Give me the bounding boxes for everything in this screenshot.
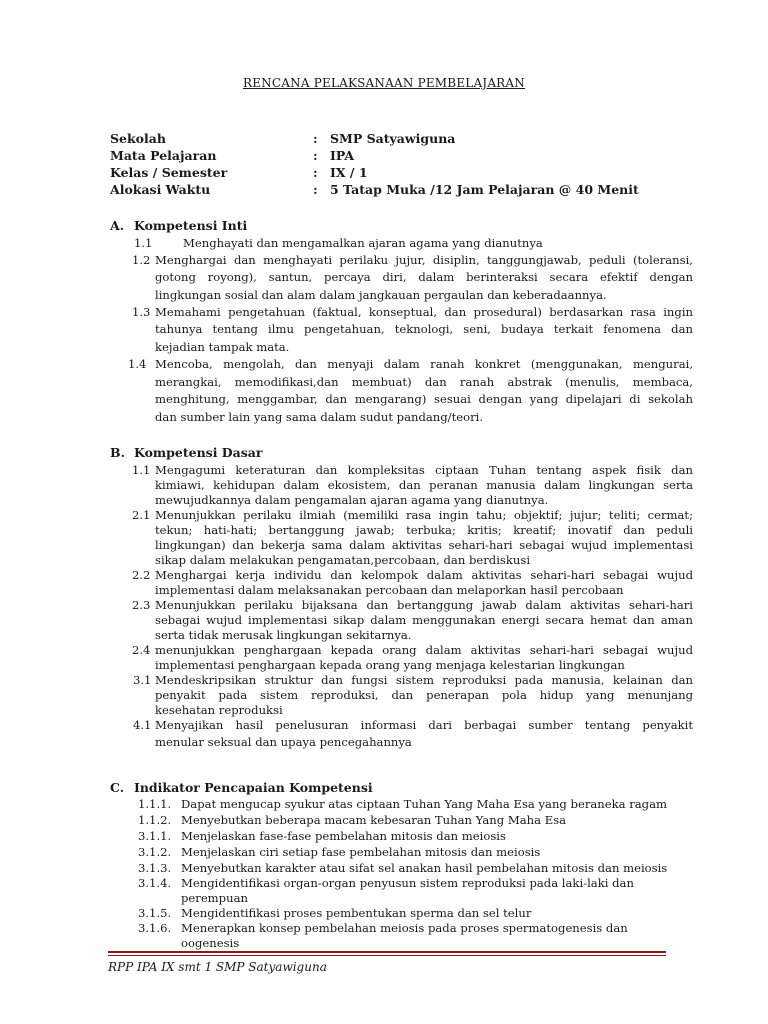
item-line: Memahami pengetahuan (faktual, konseptual, dan prosedural) berdasarkan rasa ingin <box>155 305 693 319</box>
item-number: 1.1.2. <box>138 813 172 827</box>
info-label-kelas: Kelas / Semester <box>110 165 228 180</box>
section-heading: Kompetensi Inti <box>134 218 248 233</box>
item-line: tahunya tentang ilmu pengetahuan, teknologi, seni, budaya terkait fenomena dan <box>155 322 693 336</box>
item-line: Mengidentifikasi organ-organ penyusun sistem reproduksi pada laki-laki dan <box>181 876 634 890</box>
item-line: Mencoba, mengolah, dan menyaji dalam ranah konkret (menggunakan, mengurai, <box>155 357 693 371</box>
info-value-kelas: IX / 1 <box>330 165 368 180</box>
item-number: 1.4 <box>128 357 147 371</box>
item-line: oogenesis <box>181 936 240 950</box>
item-line: Mengidentifikasi proses pembentukan sperma dan sel telur <box>181 906 532 920</box>
document-title: RENCANA PELAKSANAAN PEMBELAJARAN <box>242 76 525 90</box>
section-letter: B. <box>110 445 125 460</box>
item-line: sebagai wujud implementasi sikap dalam menggunakan energi secara hemat dan aman <box>155 613 693 627</box>
item-line: Menunjukkan perilaku bijaksana dan bertanggung jawab dalam aktivitas sehari-hari <box>155 598 693 612</box>
item-number: 1.3 <box>132 305 151 319</box>
info-colon: : <box>313 182 318 197</box>
item-line: Menunjukkan perilaku ilmiah (memiliki rasa ingin tahu; objektif; jujur; teliti; cermat; <box>155 508 693 522</box>
section-heading: Kompetensi Dasar <box>134 445 263 460</box>
item-number: 1.2 <box>132 253 151 267</box>
section-letter: C. <box>110 780 125 795</box>
item-line: dan sumber lain yang sama dalam sudut pandang/teori. <box>155 410 484 424</box>
info-label-alokasi: Alokasi Waktu <box>110 182 211 197</box>
item-line: Dapat mengucap syukur atas ciptaan Tuhan Yang Maha Esa yang beraneka ragam <box>181 797 668 811</box>
item-line: Menyebutkan karakter atau sifat sel anakan hasil pembelahan mitosis dan meiosis <box>181 861 668 875</box>
info-colon: : <box>313 165 318 180</box>
info-value-sekolah: SMP Satyawiguna <box>330 131 456 146</box>
item-line: merangkai, memodifikasi,dan membuat) dan ranah abstrak (menulis, membaca, <box>155 375 693 389</box>
item-number: 3.1 <box>133 673 152 687</box>
item-number: 3.1.4. <box>138 876 172 890</box>
item-line: Mendeskripsikan struktur dan fungsi sistem reproduksi pada manusia, kelainan dan <box>155 673 693 687</box>
item-number: 2.2 <box>132 568 151 582</box>
info-label-mapel: Mata Pelajaran <box>110 148 217 163</box>
item-number: 3.1.3. <box>138 861 172 875</box>
item-line: Menjelaskan fase-fase pembelahan mitosis dan meiosis <box>181 829 506 843</box>
section-heading: Indikator Pencapaian Kompetensi <box>134 780 373 795</box>
item-line: sikap dalam melakukan pengamatan,percobaan, dan berdiskusi <box>155 553 531 567</box>
item-number: 2.3 <box>132 598 151 612</box>
item-line: menular seksual dan upaya pencegahannya <box>155 735 412 749</box>
item-line: lingkungan sosial dan alam dalam jangkauan pergaulan dan keberadaannya. <box>155 288 607 302</box>
item-line: Menyajikan hasil penelusuran informasi dari berbagai sumber tentang penyakit <box>155 718 693 732</box>
info-colon: : <box>313 131 318 146</box>
item-number: 1.1 <box>134 236 153 250</box>
item-number: 2.1 <box>132 508 151 522</box>
item-line: gotong royong), santun, percaya diri, dalam berinteraksi secara efektif dengan <box>155 270 693 284</box>
item-line: Menghargai dan menghayati perilaku jujur, disiplin, tanggungjawab, peduli (toleransi, <box>155 253 693 267</box>
item-line: kesehatan reproduksi <box>155 703 283 717</box>
item-line: lingkungan) dan bekerja sama dalam aktivitas sehari-hari sebagai wujud implementasi <box>155 538 693 552</box>
footer-text: RPP IPA IX smt 1 SMP Satyawiguna <box>108 960 327 974</box>
item-line: kimiawi, kehidupan dalam ekosistem, dan peranan manusia dalam lingkungan serta <box>155 478 693 492</box>
item-line: tekun; hati-hati; bertanggung jawab; terbuka; kritis; kreatif; inovatif dan peduli <box>155 523 693 537</box>
item-line: mewujudkannya dalam pengamalan ajaran agama yang dianutnya. <box>155 493 549 507</box>
item-line: implementasi penghargaan kepada orang yang menjaga kelestarian lingkungan <box>155 658 625 672</box>
item-line: implementasi dalam melaksanakan percobaan dan melaporkan hasil percobaan <box>155 583 624 597</box>
item-line: Menyebutkan beberapa macam kebesaran Tuhan Yang Maha Esa <box>181 813 567 827</box>
item-line: menghitung, menggambar, dan mengarang) sesuai dengan yang dipelajari di sekolah <box>155 392 693 406</box>
item-line: penyakit pada sistem reproduksi, dan penerapan pola hidup yang menunjang <box>155 688 693 702</box>
item-line: Mengagumi keteraturan dan kompleksitas ciptaan Tuhan tentang aspek fisik dan <box>155 463 693 477</box>
item-line: kejadian tampak mata. <box>155 340 290 354</box>
item-number: 1.1 <box>132 463 151 477</box>
item-number: 3.1.2. <box>138 845 172 859</box>
item-number: 4.1 <box>133 718 152 732</box>
item-line: Menjelaskan ciri setiap fase pembelahan mitosis dan meiosis <box>181 845 541 859</box>
item-line: perempuan <box>181 891 248 905</box>
item-line: Menerapkan konsep pembelahan meiosis pada proses spermatogenesis dan <box>181 921 628 935</box>
item-number: 3.1.5. <box>138 906 172 920</box>
item-number: 3.1.1. <box>138 829 172 843</box>
footer-rule-thin <box>108 955 666 956</box>
item-line: Menghayati dan mengamalkan ajaran agama yang dianutnya <box>183 236 543 250</box>
item-line: menunjukkan penghargaan kepada orang dalam aktivitas sehari-hari sebagai wujud <box>155 643 693 657</box>
footer-rule-thick <box>108 951 666 953</box>
section-letter: A. <box>110 218 125 233</box>
info-colon: : <box>313 148 318 163</box>
info-value-mapel: IPA <box>330 148 355 163</box>
item-number: 1.1.1. <box>138 797 172 811</box>
item-line: serta tidak merusak lingkungan sekitarnya. <box>155 628 412 642</box>
info-value-alokasi: 5 Tatap Muka /12 Jam Pelajaran @ 40 Menit <box>330 182 639 197</box>
info-label-sekolah: Sekolah <box>110 131 166 146</box>
item-line: Menghargai kerja individu dan kelompok dalam aktivitas sehari-hari sebagai wujud <box>155 568 693 582</box>
item-number: 2.4 <box>132 643 151 657</box>
item-number: 3.1.6. <box>138 921 172 935</box>
